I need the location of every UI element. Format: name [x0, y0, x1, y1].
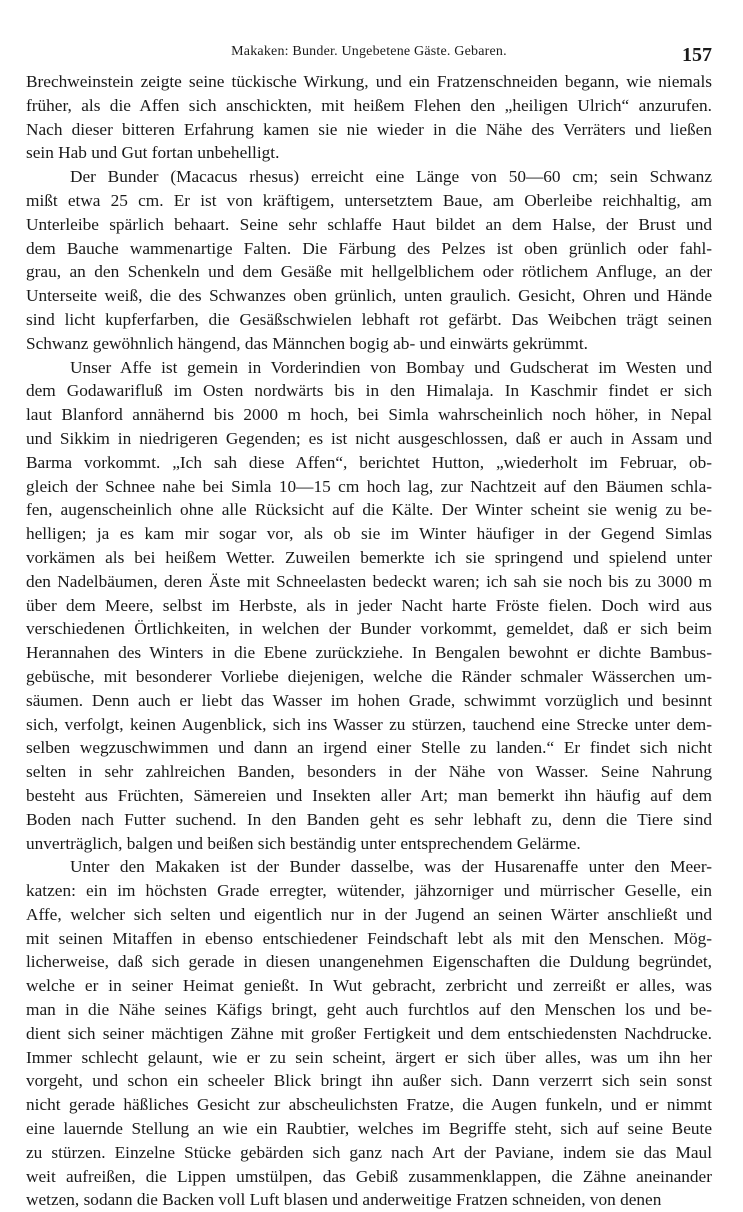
text-line: dem Godawarifluß im Osten nordwärts bis in den Himalaja. In Kaschmir findet er sich: [26, 381, 712, 401]
text-line: Nach dieser bitteren Erfahrung kamen sie nie wieder in die Nähe des Verräters und ließen: [26, 119, 712, 139]
text-line: verschiedenen Örtlichkeiten, in welchen der Bunder vorkommt, gemeldet, daß er sich beim: [26, 619, 712, 639]
text-line: früher, als die Affen sich anschickten, mit heißem Flehen den „heiligen Ulrich“ anzurufen.: [26, 95, 712, 115]
text-line: Immer schlecht gelaunt, wie er zu sein scheint, ärgert er sich über alles, was um ihn her: [26, 1047, 712, 1067]
text-line: dient sich seiner mächtigen Zähne mit großer Fertigkeit und dem entschiedensten Nachdrucke.: [26, 1023, 712, 1043]
text-line: Der Bunder (Macacus rhesus) erreicht eine Länge von 50—60 cm; sein Schwanz: [70, 167, 712, 187]
text-line: mit seinen Mitaffen in ebenso entschiedener Feindschaft lebt als mit den Menschen. Mög-: [26, 928, 712, 948]
text-line: zu stürzen. Einzelne Stücke gebärden sich ganz nach Art der Paviane, indem sie das Maul: [26, 1142, 712, 1162]
text-line: Unter den Makaken ist der Bunder dasselbe, was der Husarenaffe unter den Meer-: [70, 857, 712, 877]
text-line: sich, verfolgt, keinen Augenblick, sich ins Wasser zu stürzen, tauchend eine Strecke unter dem-: [26, 714, 712, 734]
text-line: gleich der Schnee nahe bei Simla 10—15 cm hoch lag, zur Nachtzeit auf den Bäumen schla-: [26, 476, 712, 496]
text-line: weit aufreißen, die Lippen umstülpen, das Gebiß zusammenklappen, die Zähne aneinander: [26, 1166, 712, 1186]
page-header: [26, 30, 712, 66]
text-line: grau, an den Schenkeln und dem Gesäße mit hellgelblichem oder rötlichem Anfluge, an der: [26, 262, 712, 282]
text-line: dem Bauche wammenartige Falten. Die Färbung des Pelzes ist oben grünlich oder fahl-: [26, 238, 712, 258]
text-line: Unser Affe ist gemein in Vorderindien von Bombay und Gudscherat im Westen und: [70, 357, 712, 377]
paragraph: [26, 165, 712, 355]
text-line: licherweise, daß sich gerade in diesen unangenehmen Eigenschaften die Duldung begründet,: [26, 952, 712, 972]
text-line: säumen. Denn auch er liebt das Wasser im hohen Grade, schwimmt vorzüglich und besinnt: [26, 690, 712, 710]
page-number: 157: [682, 44, 712, 66]
text-line: sind licht kupferfarben, die Gesäßschwielen lebhaft rot gefärbt. Das Weibchen trägt seinen: [26, 309, 712, 329]
text-line: katzen: ein im höchsten Grade erregter, wütender, jähzorniger und mürrischer Geselle, ein: [26, 881, 712, 901]
paragraph: [26, 70, 712, 165]
text-line: und Sikkim in niedrigeren Gegenden; es ist nicht ausgeschlossen, daß er auch in Assam und: [26, 428, 712, 448]
text-line: unverträglich, balgen und beißen sich beständig unter entsprechendem Gelärme.: [26, 833, 581, 853]
text-line: den Nadelbäumen, deren Äste mit Schneelasten bedeckt waren; ich sah sie noch bis zu 3000 m: [26, 571, 712, 591]
text-line: vorkämen als bei heißem Wetter. Zuweilen bemerkte ich sie springend und spielend unter: [26, 547, 712, 567]
text-line: über dem Meere, selbst im Herbste, als in jeder Nacht harte Fröste fielen. Doch wird aus: [26, 595, 712, 615]
text-line: laut Blanford annähernd bis 2000 m hoch, bei Simla wahrscheinlich noch höher, in Nepal: [26, 405, 712, 425]
text-line: man in die Nähe seines Käfigs bringt, geht auch furchtlos auf den Menschen los und be-: [26, 1000, 712, 1020]
text-line: besteht aus Früchten, Sämereien und Insekten aller Art; man bemerkt ihn häufig auf dem: [26, 785, 712, 805]
paragraph: [26, 855, 712, 1212]
text-line: mißt etwa 25 cm. Er ist von kräftigem, untersetztem Baue, am Oberleibe reichhaltig, am: [26, 190, 712, 210]
text-line: welche er in seiner Heimat genießt. In Wut gebracht, zerbricht und zerreißt er alles, was: [26, 976, 712, 996]
text-line: helligen; ja es kam mir sogar vor, als ob sie im Winter häufiger in der Gegend Simlas: [26, 524, 712, 544]
text-line: sein Hab und Gut fortan unbehelligt.: [26, 143, 280, 163]
paragraph: [26, 356, 712, 856]
text-line: gebüsche, mit besonderer Vorliebe diejenigen, welche die Ränder schmaler Wässerchen um-: [26, 666, 712, 686]
text-line: Boden nach Futter suchend. In den Banden geht es sehr lebhaft zu, denn die Tiere sind: [26, 809, 712, 829]
text-line: selten in sehr zahlreichen Banden, besonders in der Nähe von Wasser. Seine Nahrung: [26, 762, 712, 782]
text-line: nicht gerade häßliches Gesicht zur abscheulichsten Fratze, die Augen funkeln, und er nimmt: [26, 1095, 712, 1115]
text-line: vorgeht, und schon ein scheeler Blick bringt ihn außer sich. Dann verzerrt sich sein sonst: [26, 1071, 712, 1091]
text-line: Barma vorkommt. „Ich sah diese Affen“, berichtet Hutton, „wiederholt im Februar, ob-: [26, 452, 712, 472]
text-line: Unterleibe spärlich behaart. Seine sehr schlaffe Haut bildet an dem Halse, der Brust und: [26, 214, 712, 234]
text-line: eine lauernde Stellung an wie ein Raubtier, welches im Begriffe steht, sich auf seine Beute: [26, 1119, 712, 1139]
body-text: [26, 70, 712, 1212]
running-title: Makaken: Bunder. Ungebetene Gäste. Gebaren.: [231, 44, 507, 59]
text-line: fen, augenscheinlich ohne alle Rücksicht auf die Kälte. Der Winter scheint sie wenig zu be-: [26, 500, 712, 520]
text-line: Herannahen des Winters in die Ebene zurückziehe. In Bengalen bewohnt er dichte Bambus-: [26, 643, 712, 663]
text-line: Schwanz gewöhnlich hängend, das Männchen bogig ab- und einwärts gekrümmt.: [26, 333, 588, 353]
text-line: Brechweinstein zeigte seine tückische Wirkung, und ein Fratzenschneiden begann, wie niemals: [26, 72, 712, 91]
book-page: [26, 30, 712, 1212]
text-line: Affe, welcher sich selten und eigentlich nur in der Jugend an seinen Wärter anschließt und: [26, 904, 712, 924]
text-line: Unterseite weiß, die des Schwanzes oben grünlich, unten graulich. Gesicht, Ohren und Hände: [26, 286, 712, 306]
text-line: selben wegzuschwimmen und dann an irgend einer Stelle zu landen.“ Er findet sich nicht: [26, 738, 712, 758]
text-line: wetzen, sodann die Backen voll Luft blasen und anderweitige Fratzen schneiden, von denen: [26, 1190, 662, 1210]
